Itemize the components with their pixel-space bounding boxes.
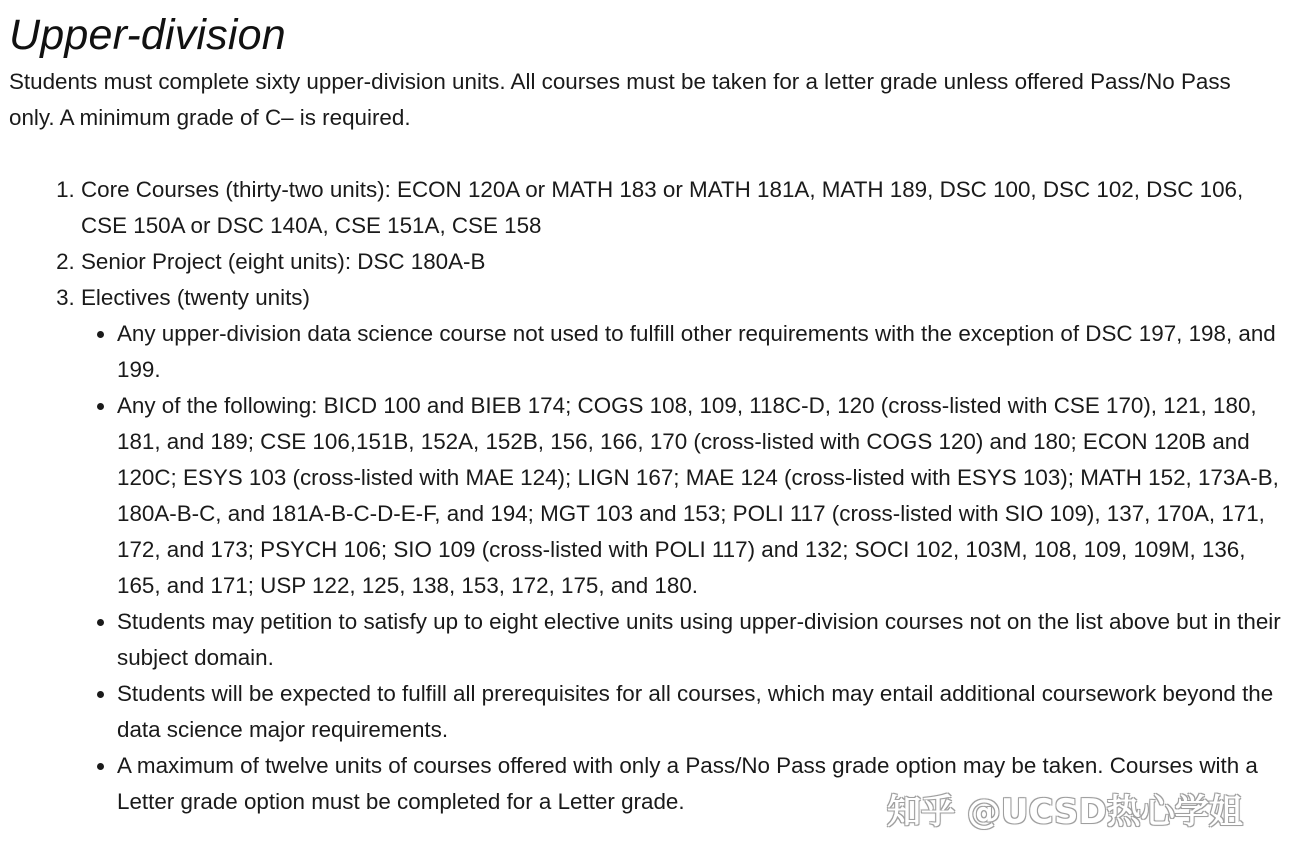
elective-bullet-prerequisites: • Students will be expected to fulfill all prerequisites for all courses, which may entail additional coursework beyond the data science major requirements. <box>117 676 1281 748</box>
intro-paragraph: Students must complete sixty upper-division units. All courses must be taken for a letter grade unless offered Pass/No Pass only. A minimum grade of C– is required. <box>9 69 1231 130</box>
requirements-list <box>9 172 1281 820</box>
requirement-core-text: Core Courses (thirty-two units): ECON 120A or MATH 183 or MATH 181A, MATH 189, DSC 100, DSC 102, DSC 106, CSE 150A or DSC 140A, CSE 151A, CSE 158 <box>81 177 1244 238</box>
elective-bullet-data-science: • Any upper-division data science course not used to fulfill other requirements with the exception of DSC 197, 198, and 199. <box>117 316 1281 388</box>
watermark: 知乎 @UCSD热心学姐 <box>887 792 1243 832</box>
section-heading: Upper-division <box>9 11 286 59</box>
requirement-item-electives <box>81 280 1281 820</box>
requirement-item-senior-project <box>81 244 1281 280</box>
elective-bullet-course-list: • Any of the following: BICD 100 and BIEB 174; COGS 108, 109, 118C-D, 120 (cross-listed with CSE 170), 121, 180, 181, and 189; CSE 106,151B, 152A, 152B, 156, 166, 170 (cross-listed with COGS 120) and 180; ECON 120B and 120C; ESYS 103 (cross-listed with MAE 124); LIGN 167; MAE 124 (cross-listed with ESYS 103); MATH 152, 173A-B, 180A-B-C, and 181A-B-C-D-E-F, and 194; MGT 103 and 153; POLI 117 (cross-listed with SIO 109), 137, 170A, 171, 172, and 173; PSYCH 106; SIO 109 (cross-listed with POLI 117) and 132; SOCI 102, 103M, 108, 109, 109M, 136, 165, and 171; USP 122, 125, 138, 153, 172, 175, and 180. <box>117 388 1281 604</box>
document-page <box>9 0 1281 820</box>
requirement-electives-text: Electives (twenty units) <box>81 285 310 310</box>
electives-bullet-list <box>81 316 1281 820</box>
requirement-item-core <box>81 172 1281 244</box>
requirement-senior-project-text: Senior Project (eight units): DSC 180A-B <box>81 249 486 274</box>
elective-bullet-petition: • Students may petition to satisfy up to eight elective units using upper-division courses not on the list above but in their subject domain. <box>117 604 1281 676</box>
elective-bullet-pass-no-pass: • A maximum of twelve units of courses offered with only a Pass/No Pass grade option may be taken. Courses with a Letter grade option must be completed for a Letter grade. <box>117 748 1281 820</box>
